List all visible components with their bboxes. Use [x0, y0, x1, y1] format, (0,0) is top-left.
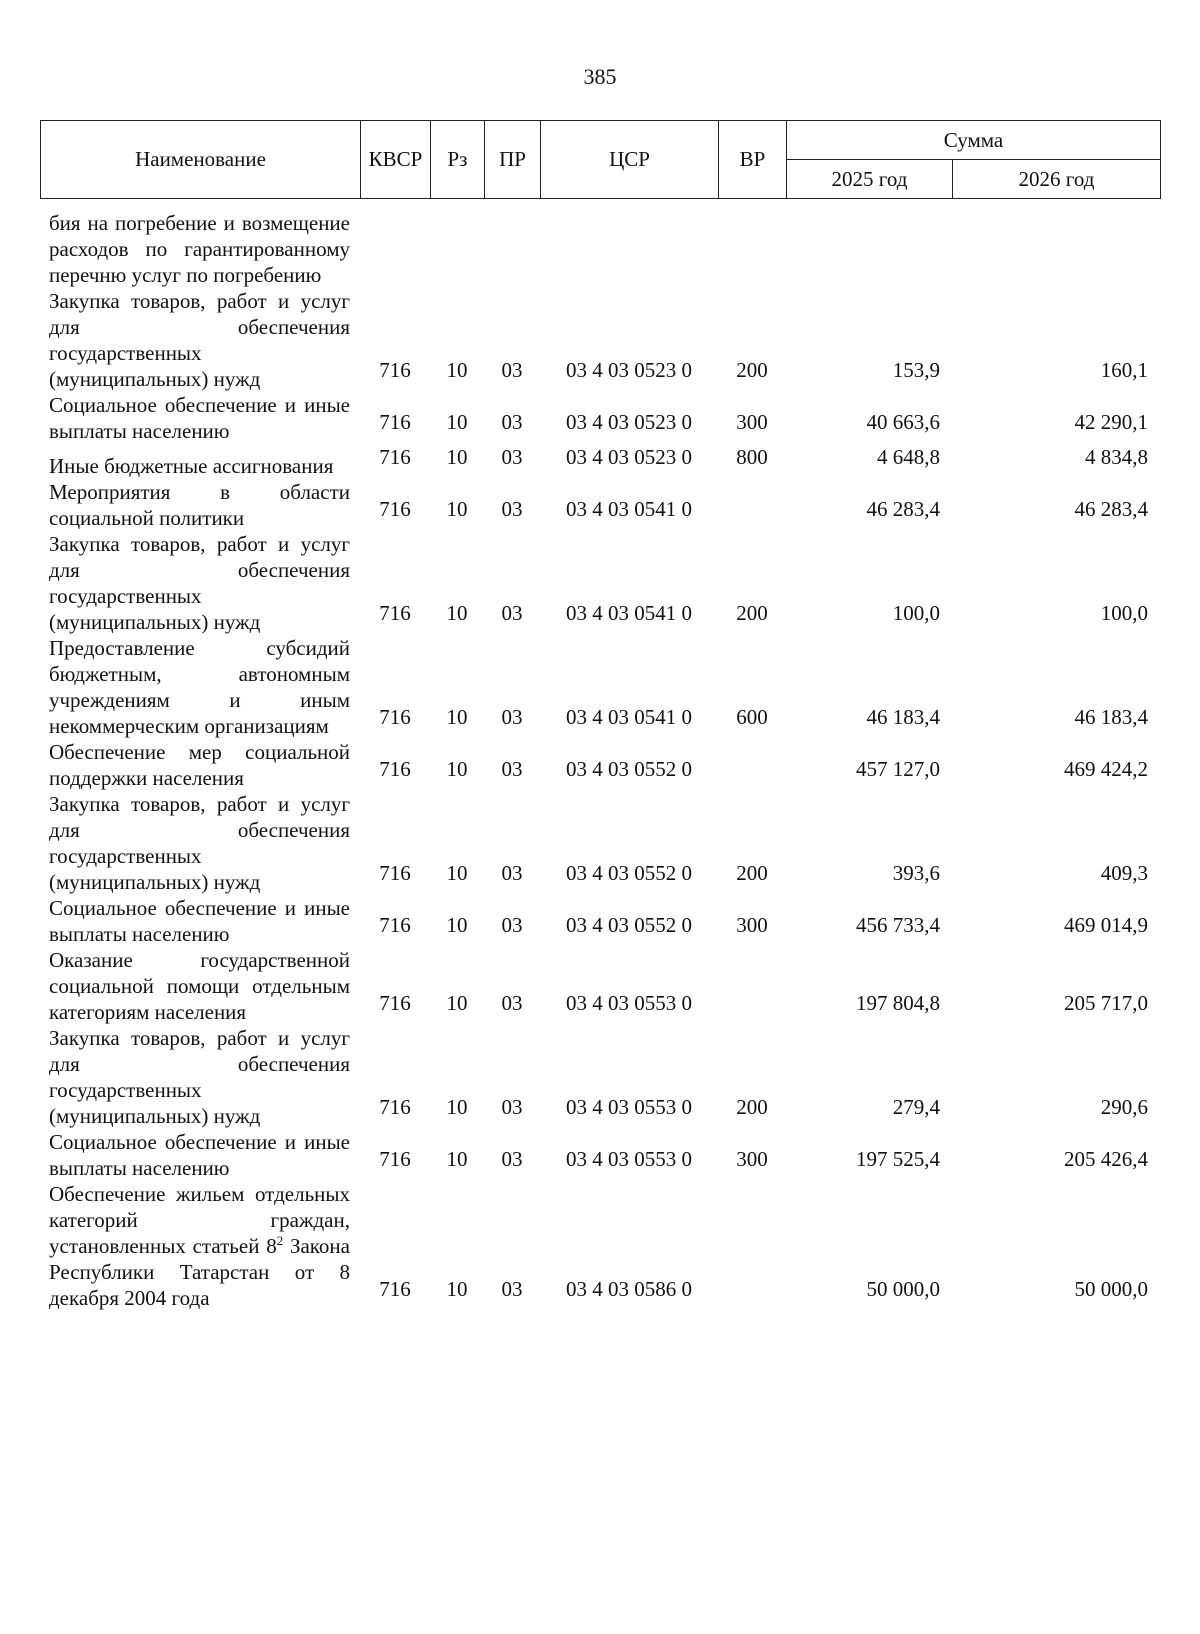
row-name: [40, 1181, 360, 1311]
header-csr: ЦСР: [541, 121, 719, 199]
header-rz: Рз: [431, 121, 485, 199]
page-number: 385: [583, 64, 617, 89]
amount-2026-cell: 469 424,2: [1064, 757, 1148, 781]
kvsr-cell: 716: [379, 991, 411, 1015]
amount-2025-cell: 153,9: [892, 358, 940, 382]
row-name-text: Закупка товаров, работ и услуг для обеспечения государственных (муниципальных) нужд: [49, 289, 350, 391]
amount-2025-cell: 40 663,6: [866, 410, 940, 434]
csr-cell: 03 4 03 0523 0: [566, 410, 692, 434]
header-vr: ВР: [719, 121, 787, 199]
amount-2026-cell: 46 183,4: [1074, 705, 1148, 729]
csr-cell: 03 4 03 0553 0: [566, 1095, 692, 1119]
table-row: [40, 791, 1160, 895]
row-name: [40, 895, 360, 947]
kvsr-cell: 716: [379, 1147, 411, 1171]
rz-cell: 10: [446, 497, 468, 521]
amount-2026-cell: 409,3: [1100, 861, 1148, 885]
pr-cell: 03: [501, 410, 523, 434]
row-name: [40, 288, 360, 392]
amount-2025-cell: 46 283,4: [866, 497, 940, 521]
amount-2025-cell: 50 000,0: [866, 1277, 940, 1301]
pr-cell: 03: [501, 705, 523, 729]
row-name: [40, 531, 360, 635]
row-name-text: Закупка товаров, работ и услуг для обеспечения государственных (муниципальных) нужд: [49, 1026, 350, 1128]
rz-cell: 10: [446, 601, 468, 625]
table-row: [40, 531, 1160, 635]
row-name: [40, 635, 360, 739]
row-name-text: Социальное обеспечение и иные выплаты населению: [49, 393, 350, 443]
vr-cell: [718, 1181, 786, 1311]
row-name-text: Обеспечение жильем отдельных категорий граждан, установленных статьей 8: [49, 1182, 350, 1258]
row-name: [40, 210, 360, 288]
kvsr-cell: 716: [379, 1095, 411, 1119]
row-name: [40, 947, 360, 1025]
header-summa: Сумма: [787, 121, 1161, 160]
table-row: [40, 1181, 1160, 1311]
amount-2026-cell: 469 014,9: [1064, 913, 1148, 937]
pr-cell: 03: [501, 1277, 523, 1301]
csr-cell: 03 4 03 0523 0: [566, 445, 692, 469]
vr-cell: 200: [736, 861, 768, 885]
kvsr-cell: 716: [379, 601, 411, 625]
kvsr-cell: 716: [379, 1277, 411, 1301]
row-name-text: Предоставление субсидий бюджетным, автономным учреждениям и иным некоммерческим организациям: [49, 636, 350, 738]
kvsr-cell: 716: [379, 497, 411, 521]
row-name-text: Иные бюджетные ассигнования: [49, 454, 334, 478]
table-row: [40, 444, 1160, 479]
kvsr-cell: 716: [379, 913, 411, 937]
budget-table: [40, 210, 1160, 1311]
pr-cell: 03: [501, 913, 523, 937]
vr-cell: 300: [736, 1147, 768, 1171]
table-row: [40, 288, 1160, 392]
row-name: [40, 392, 360, 444]
csr-cell: 03 4 03 0553 0: [566, 1147, 692, 1171]
pr-cell: 03: [501, 445, 523, 469]
csr-cell: 03 4 03 0553 0: [566, 991, 692, 1015]
row-name-text: бия на погребение и возмещение расходов по гарантированному перечню услуг по погребению: [49, 211, 350, 287]
csr-cell: 03 4 03 0523 0: [566, 358, 692, 382]
amount-2026-cell: 160,1: [1100, 358, 1148, 382]
rz-cell: 10: [446, 358, 468, 382]
vr-cell: [718, 947, 786, 1025]
kvsr-cell: 716: [379, 410, 411, 434]
row-name-text: Закупка товаров, работ и услуг для обеспечения государственных (муниципальных) нужд: [49, 532, 350, 634]
pr-cell: 03: [501, 991, 523, 1015]
rz-cell: [430, 210, 484, 288]
amount-2026-cell: 42 290,1: [1074, 410, 1148, 434]
amount-2026-cell: 100,0: [1100, 601, 1148, 625]
row-name-text: Социальное обеспечение и иные выплаты населению: [49, 896, 350, 946]
vr-cell: 200: [736, 1095, 768, 1119]
rz-cell: 10: [446, 991, 468, 1015]
pr-cell: 03: [501, 358, 523, 382]
table-row: [40, 947, 1160, 1025]
vr-cell: 300: [736, 913, 768, 937]
pr-cell: 03: [501, 861, 523, 885]
amount-2026-cell: 205 717,0: [1064, 991, 1148, 1015]
row-name: [40, 444, 360, 479]
row-name-text: Социальное обеспечение и иные выплаты населению: [49, 1130, 350, 1180]
pr-cell: 03: [501, 497, 523, 521]
pr-cell: [484, 210, 540, 288]
table-row: [40, 1025, 1160, 1129]
table-row: [40, 895, 1160, 947]
row-name: [40, 479, 360, 531]
pr-cell: 03: [501, 1147, 523, 1171]
header-kvsr: КВСР: [361, 121, 431, 199]
row-name-tail: Закона Республики Татарстан от 8 декабря 2004 года: [49, 1234, 350, 1310]
table-row: [40, 1129, 1160, 1181]
amount-2026-cell: [952, 210, 1160, 288]
amount-2025-cell: 46 183,4: [866, 705, 940, 729]
amount-2026-cell: 46 283,4: [1074, 497, 1148, 521]
amount-2025-cell: [786, 210, 952, 288]
table-header: [40, 120, 1161, 199]
vr-cell: 200: [736, 601, 768, 625]
kvsr-cell: [360, 210, 430, 288]
vr-cell: 800: [736, 445, 768, 469]
row-name: [40, 1025, 360, 1129]
csr-cell: 03 4 03 0552 0: [566, 757, 692, 781]
rz-cell: 10: [446, 705, 468, 729]
rz-cell: 10: [446, 445, 468, 469]
row-name-text: Мероприятия в области социальной политики: [49, 480, 350, 530]
table-row: [40, 635, 1160, 739]
amount-2026-cell: 290,6: [1100, 1095, 1148, 1119]
amount-2025-cell: 197 804,8: [856, 991, 940, 1015]
rz-cell: 10: [446, 410, 468, 434]
row-name-superscript: 2: [276, 1233, 284, 1248]
vr-cell: [718, 739, 786, 791]
row-name-text: Закупка товаров, работ и услуг для обеспечения государственных (муниципальных) нужд: [49, 792, 350, 894]
row-name-text: Обеспечение мер социальной поддержки населения: [49, 740, 350, 790]
rz-cell: 10: [446, 1147, 468, 1171]
amount-2025-cell: 457 127,0: [856, 757, 940, 781]
header-pr: ПР: [485, 121, 541, 199]
header-year-2025: 2025 год: [787, 160, 953, 199]
amount-2026-cell: 205 426,4: [1064, 1147, 1148, 1171]
table-row: [40, 739, 1160, 791]
pr-cell: 03: [501, 601, 523, 625]
row-name: [40, 739, 360, 791]
amount-2025-cell: 4 648,8: [877, 445, 940, 469]
header-name: Наименование: [41, 121, 361, 199]
amount-2025-cell: 393,6: [892, 861, 940, 885]
vr-cell: [718, 479, 786, 531]
amount-2026-cell: 50 000,0: [1074, 1277, 1148, 1301]
csr-cell: 03 4 03 0541 0: [566, 601, 692, 625]
csr-cell: 03 4 03 0552 0: [566, 861, 692, 885]
rz-cell: 10: [446, 757, 468, 781]
vr-cell: 200: [736, 358, 768, 382]
table-row: [40, 210, 1160, 288]
amount-2025-cell: 100,0: [892, 601, 940, 625]
amount-2025-cell: 279,4: [892, 1095, 940, 1119]
rz-cell: 10: [446, 913, 468, 937]
amount-2026-cell: 4 834,8: [1085, 445, 1148, 469]
kvsr-cell: 716: [379, 757, 411, 781]
amount-2025-cell: 197 525,4: [856, 1147, 940, 1171]
vr-cell: 300: [736, 410, 768, 434]
csr-cell: 03 4 03 0586 0: [566, 1277, 692, 1301]
amount-2025-cell: 456 733,4: [856, 913, 940, 937]
csr-cell: 03 4 03 0541 0: [566, 705, 692, 729]
rz-cell: 10: [446, 861, 468, 885]
kvsr-cell: 716: [379, 445, 411, 469]
pr-cell: 03: [501, 757, 523, 781]
vr-cell: 600: [736, 705, 768, 729]
pr-cell: 03: [501, 1095, 523, 1119]
rz-cell: 10: [446, 1277, 468, 1301]
table-row: [40, 479, 1160, 531]
row-name: [40, 1129, 360, 1181]
table-row: [40, 392, 1160, 444]
row-name: [40, 791, 360, 895]
csr-cell: [540, 210, 718, 288]
csr-cell: 03 4 03 0552 0: [566, 913, 692, 937]
rz-cell: 10: [446, 1095, 468, 1119]
kvsr-cell: 716: [379, 358, 411, 382]
kvsr-cell: 716: [379, 861, 411, 885]
csr-cell: 03 4 03 0541 0: [566, 497, 692, 521]
vr-cell: [718, 210, 786, 288]
kvsr-cell: 716: [379, 705, 411, 729]
row-name-text: Оказание государственной социальной помощи отдельным категориям населения: [49, 948, 350, 1024]
header-year-2026: 2026 год: [953, 160, 1161, 199]
